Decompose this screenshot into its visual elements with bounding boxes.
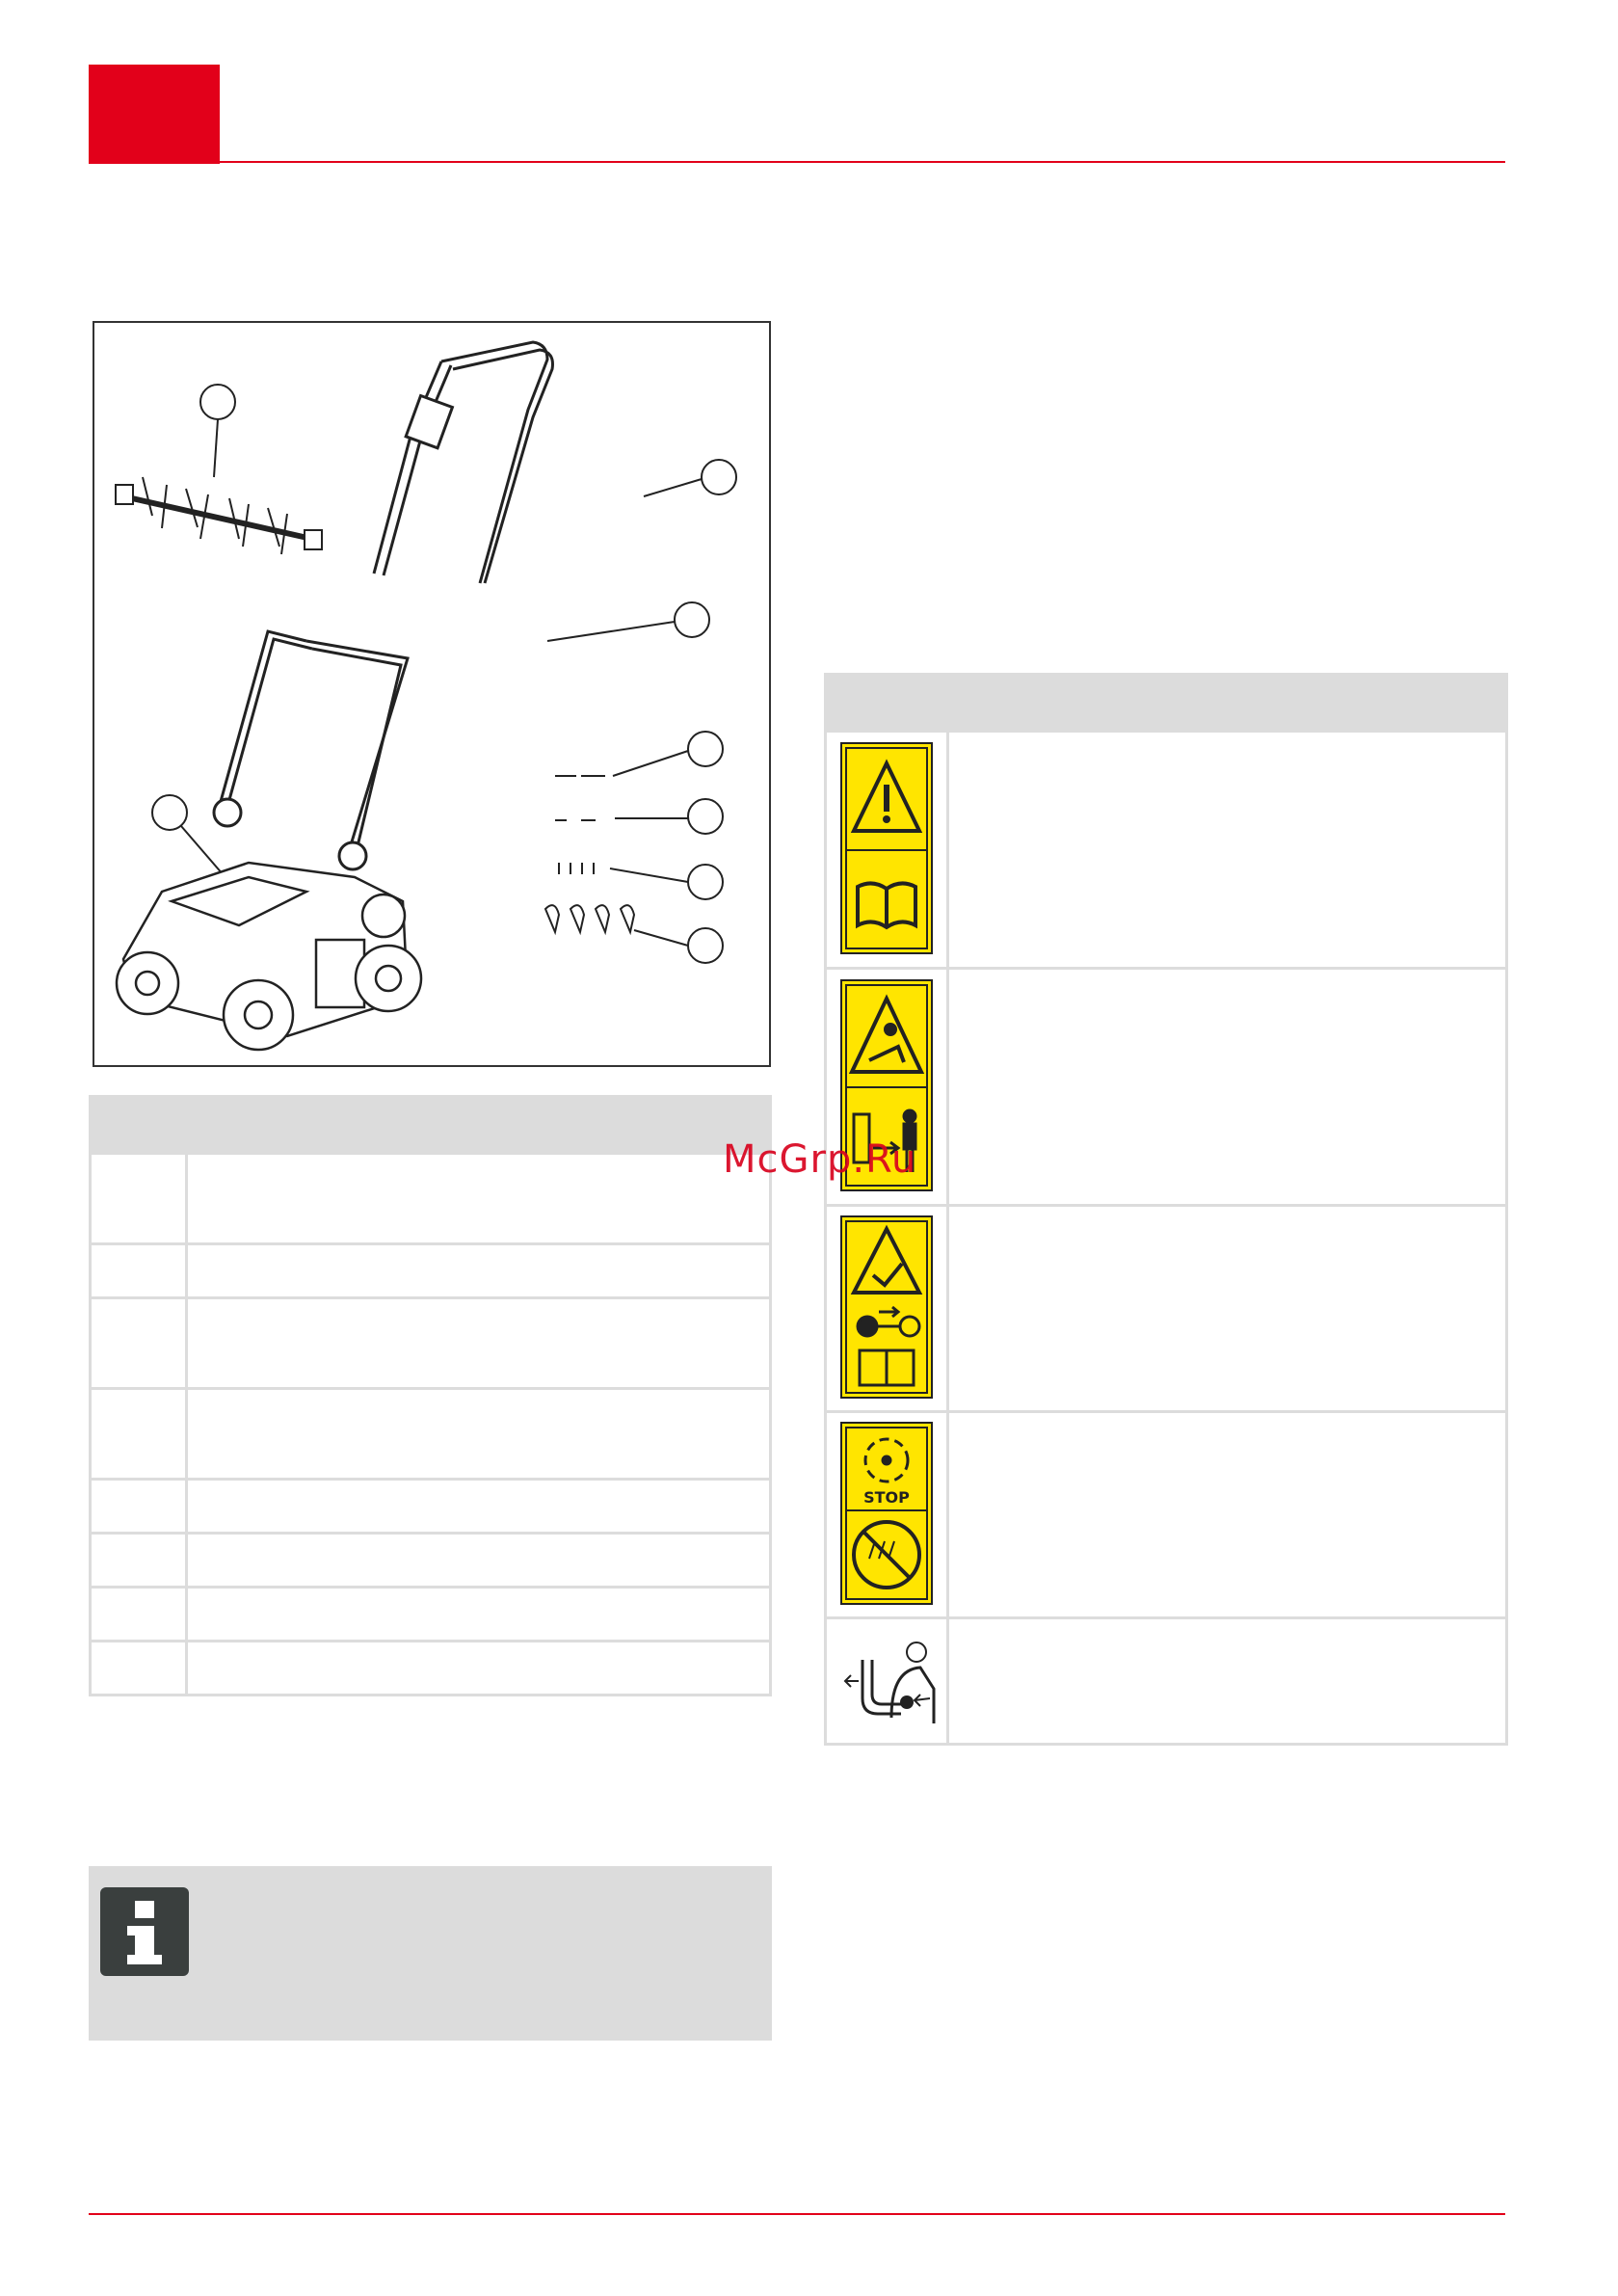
table-row — [91, 1389, 771, 1480]
sign-cell — [826, 732, 948, 969]
callout-2 — [702, 460, 736, 494]
header-cell-symbol — [826, 675, 948, 732]
sign-cell — [826, 1206, 948, 1412]
sign-description — [948, 1206, 1507, 1412]
table-row — [91, 1588, 771, 1642]
table-row — [826, 1618, 1507, 1745]
callout-1 — [200, 385, 235, 419]
sign-cell — [826, 1618, 948, 1745]
sign-description — [948, 1412, 1507, 1618]
header-rule — [89, 161, 1505, 163]
sign-cell — [826, 1412, 948, 1618]
sign-description — [948, 732, 1507, 969]
footer-rule — [89, 2213, 1505, 2215]
table-row — [91, 1244, 771, 1298]
read-manual-sign — [840, 742, 933, 954]
watermark: McGrp.Ru — [723, 1137, 917, 1182]
table-row — [91, 1480, 771, 1534]
info-icon — [100, 1887, 189, 1976]
callout-8 — [152, 795, 187, 830]
table-row — [91, 1534, 771, 1588]
table-row — [91, 1298, 771, 1389]
remove-key-sign — [840, 1215, 933, 1399]
header-cell-description — [187, 1097, 771, 1154]
header-cell-number — [91, 1097, 187, 1154]
callout-4 — [688, 732, 723, 766]
table-header-row — [91, 1097, 771, 1154]
parts-table — [89, 1095, 772, 1696]
safety-signs-table — [824, 673, 1508, 1746]
callout-7 — [688, 928, 723, 963]
sign-description — [948, 1618, 1507, 1745]
callout-5 — [688, 799, 723, 834]
header-cell-meaning — [948, 675, 1507, 732]
table-row — [826, 969, 1507, 1206]
sign-description — [948, 969, 1507, 1206]
table-row — [91, 1642, 771, 1695]
exploded-view-drawing — [94, 323, 769, 1065]
stop-label: STOP — [863, 1487, 910, 1507]
handle-release-icon — [834, 1631, 940, 1727]
table-row — [826, 1412, 1507, 1618]
tines-stop-sign — [840, 1422, 933, 1605]
table-row — [91, 1154, 771, 1244]
callout-6 — [688, 865, 723, 899]
product-exploded-view — [93, 321, 771, 1067]
chapter-tab — [89, 65, 220, 164]
table-row — [826, 732, 1507, 969]
callout-3 — [675, 602, 709, 637]
table-row — [826, 1206, 1507, 1412]
table-header-row — [826, 675, 1507, 732]
info-note — [89, 1866, 772, 2041]
